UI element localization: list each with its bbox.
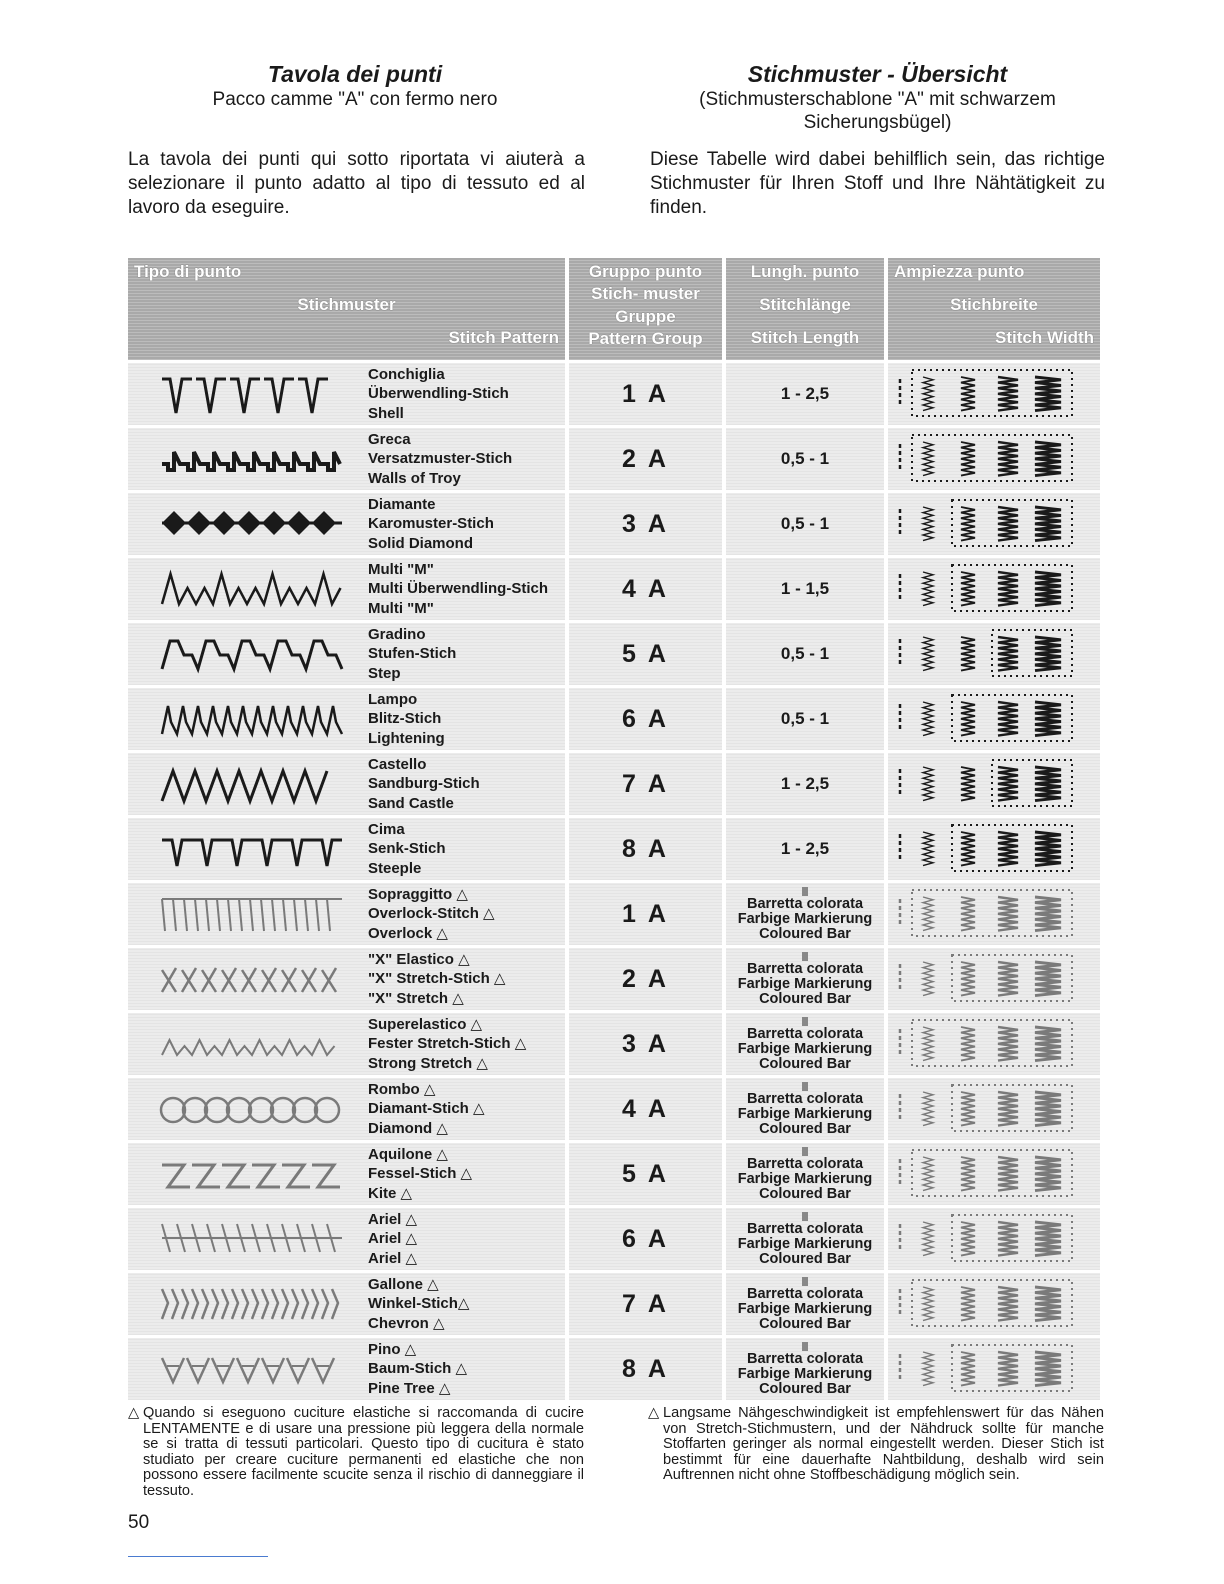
pattern-group-cell: 3 A [569, 493, 722, 558]
pattern-group-cell: 7 A [569, 753, 722, 818]
stitch-name: Multi "M" [368, 560, 434, 578]
footnote-italian-text: Quando si eseguono cuciture elastiche si raccomanda di cucire LENTAMENTE e di usare una pressione più leggera della normale se si tratta di tessuti particolari. Questo tipo di cucitura è stato studiato per creare cuciture permanenti ed elastiche che non possono essere facilmente scucite senza il rischio di danneggiare il tessuto. [143, 1405, 584, 1499]
page-number: 50 [128, 1512, 150, 1533]
stitch-name: Conchiglia [368, 365, 445, 383]
pattern-group-cell: 6 A [569, 688, 722, 753]
pattern-group-cell: 7 A [569, 1273, 722, 1338]
coloured-bar-label: Farbige Markierung [737, 1300, 873, 1317]
stitch-width-cell [888, 688, 1100, 753]
stitch-pattern-icon [128, 1208, 356, 1270]
stitch-width-icon [894, 428, 1094, 490]
title-german: Stichmuster - Übersicht [747, 61, 1008, 87]
stitch-length-cell [726, 1273, 884, 1338]
stitch-length-cell: 0,5 - 1 [726, 623, 884, 688]
stitch-name: Sandburg-Stich [368, 775, 480, 793]
stitch-type-cell [128, 1078, 565, 1143]
stitch-width-icon [894, 818, 1094, 880]
stitch-width-cell [888, 753, 1100, 818]
stitch-type-cell [128, 688, 565, 753]
stitch-name: Step [368, 664, 401, 682]
table-row [128, 688, 1100, 753]
stitch-name: "X" Elastico △ [368, 950, 470, 968]
pattern-group-cell: 6 A [569, 1208, 722, 1273]
stitch-type-cell [128, 623, 565, 688]
stitch-name: Gallone △ [368, 1275, 439, 1293]
footnote-italian [128, 1406, 584, 1500]
coloured-bar-label: Coloured Bar [759, 1380, 851, 1397]
footnote-symbol: △ [648, 1405, 660, 1421]
table-row [128, 1143, 1100, 1208]
stitch-name: Chevron △ [368, 1314, 445, 1332]
stitch-width-cell [888, 818, 1100, 883]
pattern-group-cell: 2 A [569, 948, 722, 1013]
stitch-name: Lightening [368, 729, 445, 747]
header-pattern-group: Gruppo punto Stich- muster Gruppe Pattern Group [569, 258, 722, 363]
table-row [128, 1273, 1100, 1338]
stitch-pattern-icon [128, 1338, 356, 1400]
stitch-type-cell [128, 1208, 565, 1273]
coloured-bar-label: Coloured Bar [759, 1250, 851, 1267]
stitch-length-cell: 1 - 2,5 [726, 363, 884, 428]
stitch-width-cell [888, 493, 1100, 558]
stitch-pattern-icon [128, 493, 356, 555]
table-row [128, 1078, 1100, 1143]
coloured-bar-label: Barretta colorata [746, 960, 864, 977]
stitch-name: Karomuster-Stich [368, 515, 494, 533]
stitch-name: Winkel-Stich△ [368, 1295, 470, 1313]
coloured-bar-label: Farbige Markierung [737, 1170, 873, 1187]
stitch-width-cell [888, 1013, 1100, 1078]
stitch-name: Overlock △ [368, 924, 448, 942]
stitch-name: Multi "M" [368, 599, 434, 617]
coloured-bar-label: Barretta colorata [746, 1025, 864, 1042]
stitch-pattern-icon [128, 883, 356, 945]
table-row [128, 1338, 1100, 1403]
intro-italian: La tavola dei punti qui sotto riportata vi aiuterà a selezionare il punto adatto al tipo di tessuto ed al lavoro da eseguire. [128, 149, 585, 218]
coloured-bar-marker [802, 952, 808, 961]
stitch-width-cell [888, 558, 1100, 623]
stitch-name: Blitz-Stich [368, 710, 442, 728]
stitch-name: Stufen-Stich [368, 645, 457, 663]
stitch-name: Strong Stretch △ [368, 1054, 488, 1072]
stitch-name: Fessel-Stich △ [368, 1165, 473, 1183]
stitch-name: Pine Tree △ [368, 1379, 451, 1397]
coloured-bar-label: Coloured Bar [759, 1315, 851, 1332]
table-body [128, 363, 1100, 1403]
table-row [128, 493, 1100, 558]
stitch-length-cell [726, 1143, 884, 1208]
coloured-bar-marker [802, 887, 808, 896]
coloured-bar-label: Farbige Markierung [737, 1235, 873, 1252]
stitch-type-cell [128, 1273, 565, 1338]
stitch-length-cell [726, 1208, 884, 1273]
stitch-length-cell: 1 - 2,5 [726, 753, 884, 818]
stitch-type-cell [128, 818, 565, 883]
stitch-name: Diamond △ [368, 1119, 448, 1137]
stitch-width-cell [888, 1208, 1100, 1273]
header-stitch-length: Lungh. punto Stitchlänge Stitch Length [726, 258, 884, 363]
stitch-type-cell [128, 1013, 565, 1078]
coloured-bar-marker [802, 1342, 808, 1351]
table-row [128, 1208, 1100, 1273]
stitch-name: Senk-Stich [368, 840, 446, 858]
stitch-name: Diamant-Stich △ [368, 1100, 485, 1118]
coloured-bar-marker [802, 1212, 808, 1221]
stitch-width-icon [894, 1078, 1094, 1140]
stitch-width-cell [888, 883, 1100, 948]
header-italian [180, 60, 530, 111]
intro-german: Diese Tabelle wird dabei behilflich sein, das richtige Stichmuster für Ihren Stoff und Ihre Nähtätigkeit zu finden. [650, 149, 1105, 218]
stitch-name: Superelastico △ [368, 1015, 483, 1033]
stitch-pattern-icon [128, 688, 356, 750]
coloured-bar-label: Coloured Bar [759, 1055, 851, 1072]
stitch-name: Kite △ [368, 1184, 413, 1202]
stitch-name: Diamante [368, 495, 436, 513]
stitch-pattern-icon [128, 363, 356, 425]
header-stitch-type: Tipo di punto Stichmuster Stitch Pattern [128, 258, 565, 363]
stitch-width-cell [888, 623, 1100, 688]
stitch-length-cell: 0,5 - 1 [726, 428, 884, 493]
footnote-german [648, 1406, 1104, 1484]
coloured-bar-label: Barretta colorata [746, 1350, 864, 1367]
coloured-bar-label: Coloured Bar [759, 925, 851, 942]
coloured-bar-marker [802, 1082, 808, 1091]
stitch-length-cell [726, 948, 884, 1013]
stitch-name: Castello [368, 755, 427, 773]
stitch-width-icon [894, 623, 1094, 685]
subtitle-german-line2: Sicherungsbügel) [803, 112, 952, 133]
stitch-name: Lampo [368, 690, 418, 708]
table-row [128, 883, 1100, 948]
stitch-pattern-icon [128, 1013, 356, 1075]
stitch-type-cell [128, 558, 565, 623]
coloured-bar-label: Coloured Bar [759, 1185, 851, 1202]
pattern-group-cell: 1 A [569, 363, 722, 428]
stitch-type-cell [128, 363, 565, 428]
coloured-bar-marker [802, 1277, 808, 1286]
pattern-group-cell: 1 A [569, 883, 722, 948]
stitch-name: Sand Castle [368, 794, 454, 812]
stitch-length-cell: 1 - 2,5 [726, 818, 884, 883]
stitch-type-cell [128, 1338, 565, 1403]
coloured-bar-label: Barretta colorata [746, 895, 864, 912]
coloured-bar-label: Farbige Markierung [737, 1365, 873, 1382]
header-stitch-width: Ampiezza punto Stichbreite Stitch Width [888, 258, 1100, 363]
stitch-width-icon [894, 948, 1094, 1010]
stitch-width-icon [894, 493, 1094, 555]
stitch-width-cell [888, 1078, 1100, 1143]
header-german [650, 60, 1105, 134]
coloured-bar-marker [802, 1147, 808, 1156]
stitch-pattern-icon [128, 428, 356, 490]
stitch-length-cell [726, 1013, 884, 1078]
coloured-bar-label: Coloured Bar [759, 990, 851, 1007]
stitch-pattern-icon [128, 1273, 356, 1335]
stitch-name: Überwendling-Stich [368, 385, 509, 403]
stitch-name: Ariel △ [368, 1230, 418, 1248]
stitch-width-cell [888, 1143, 1100, 1208]
pattern-group-cell: 3 A [569, 1013, 722, 1078]
stitch-name: Greca [368, 430, 411, 448]
stitch-name: Pino △ [368, 1340, 417, 1358]
stitch-width-icon [894, 1338, 1094, 1400]
title-italian: Tavola dei punti [267, 61, 443, 87]
stitch-name: Walls of Troy [368, 469, 461, 487]
stitch-name: Solid Diamond [368, 534, 473, 552]
stitch-width-icon [894, 688, 1094, 750]
stitch-name: Gradino [368, 625, 426, 643]
coloured-bar-marker [802, 1017, 808, 1026]
stitch-width-icon [894, 1143, 1094, 1205]
stitch-width-icon [894, 753, 1094, 815]
table-row [128, 818, 1100, 883]
coloured-bar-label: Farbige Markierung [737, 1105, 873, 1122]
stitch-pattern-icon [128, 558, 356, 620]
stitch-width-cell [888, 428, 1100, 493]
stitch-length-cell: 1 - 1,5 [726, 558, 884, 623]
table-row [128, 1013, 1100, 1078]
table-header-row [128, 258, 1100, 363]
stitch-name: Ariel △ [368, 1210, 418, 1228]
stitch-type-cell [128, 428, 565, 493]
stitch-length-cell [726, 1078, 884, 1143]
stitch-type-cell [128, 1143, 565, 1208]
stitch-width-icon [894, 558, 1094, 620]
stitch-length-cell [726, 883, 884, 948]
table-row [128, 363, 1100, 428]
stitch-width-cell [888, 1338, 1100, 1403]
stitch-length-cell: 0,5 - 1 [726, 493, 884, 558]
coloured-bar-label: Barretta colorata [746, 1155, 864, 1172]
stitch-name: Shell [368, 404, 404, 422]
pattern-group-cell: 5 A [569, 623, 722, 688]
coloured-bar-label: Barretta colorata [746, 1285, 864, 1302]
table-row [128, 558, 1100, 623]
stitch-pattern-icon [128, 948, 356, 1010]
stitch-name: Aquilone △ [368, 1145, 448, 1163]
coloured-bar-label: Coloured Bar [759, 1120, 851, 1137]
subtitle-german-line1: (Stichmusterschablone "A" mit schwarzem [699, 89, 1056, 110]
table-row [128, 948, 1100, 1013]
stitch-pattern-icon [128, 818, 356, 880]
stitch-table [124, 258, 1104, 1403]
table-row [128, 428, 1100, 493]
table-row [128, 753, 1100, 818]
stitch-pattern-icon [128, 753, 356, 815]
stitch-name: Overlock-Stitch △ [368, 905, 495, 923]
stitch-name: Ariel △ [368, 1249, 418, 1267]
stitch-width-cell [888, 948, 1100, 1013]
stitch-name: "X" Stretch-Stich △ [368, 970, 506, 988]
stitch-length-cell [726, 1338, 884, 1403]
pattern-group-cell: 2 A [569, 428, 722, 493]
stitch-name: Rombo △ [368, 1080, 436, 1098]
coloured-bar-label: Barretta colorata [746, 1090, 864, 1107]
stitch-width-cell [888, 1273, 1100, 1338]
stitch-type-cell [128, 883, 565, 948]
stitch-name: "X" Stretch △ [368, 989, 464, 1007]
stitch-name: Steeple [368, 859, 422, 877]
pattern-group-cell: 5 A [569, 1143, 722, 1208]
coloured-bar-label: Barretta colorata [746, 1220, 864, 1237]
stitch-pattern-icon [128, 1143, 356, 1205]
stitch-width-icon [894, 1208, 1094, 1270]
stitch-type-cell [128, 493, 565, 558]
coloured-bar-label: Farbige Markierung [737, 975, 873, 992]
stitch-type-cell [128, 948, 565, 1013]
stitch-type-cell [128, 753, 565, 818]
footnote-german-text: Langsame Nähgeschwindigkeit ist empfehlenswert für das Nähen von Stretch-Stichmustern, und der Nähdruck sollte für manche Stoffarten geringer als normal eingestellt werden. Dieser Stich ist bestimmt für eine dauerhafte Nahtbildung, deshalb wird sein Auftrennen nicht ohne Stoffbeschädigung möglich sein. [663, 1405, 1104, 1484]
stitch-name: Sopraggitto △ [368, 885, 468, 903]
pattern-group-cell: 4 A [569, 1078, 722, 1143]
stitch-pattern-icon [128, 1078, 356, 1140]
stitch-name: Cima [368, 820, 405, 838]
stitch-name: Versatzmuster-Stich [368, 450, 513, 468]
stitch-width-icon [894, 1013, 1094, 1075]
subtitle-italian: Pacco camme "A" con fermo nero [212, 89, 498, 110]
stitch-width-icon [894, 1273, 1094, 1335]
stitch-pattern-icon [128, 623, 356, 685]
bottom-rule [128, 1556, 268, 1557]
stitch-width-cell [888, 363, 1100, 428]
coloured-bar-label: Farbige Markierung [737, 910, 873, 927]
stitch-name: Baum-Stich △ [368, 1360, 468, 1378]
pattern-group-cell: 8 A [569, 1338, 722, 1403]
stitch-name: Fester Stretch-Stich △ [368, 1035, 527, 1053]
coloured-bar-label: Farbige Markierung [737, 1040, 873, 1057]
footnote-symbol: △ [128, 1405, 140, 1421]
table-row [128, 623, 1100, 688]
stitch-name: Multi Überwendling-Stich [368, 580, 548, 598]
stitch-width-icon [894, 363, 1094, 425]
stitch-width-icon [894, 883, 1094, 945]
stitch-length-cell: 0,5 - 1 [726, 688, 884, 753]
pattern-group-cell: 8 A [569, 818, 722, 883]
pattern-group-cell: 4 A [569, 558, 722, 623]
